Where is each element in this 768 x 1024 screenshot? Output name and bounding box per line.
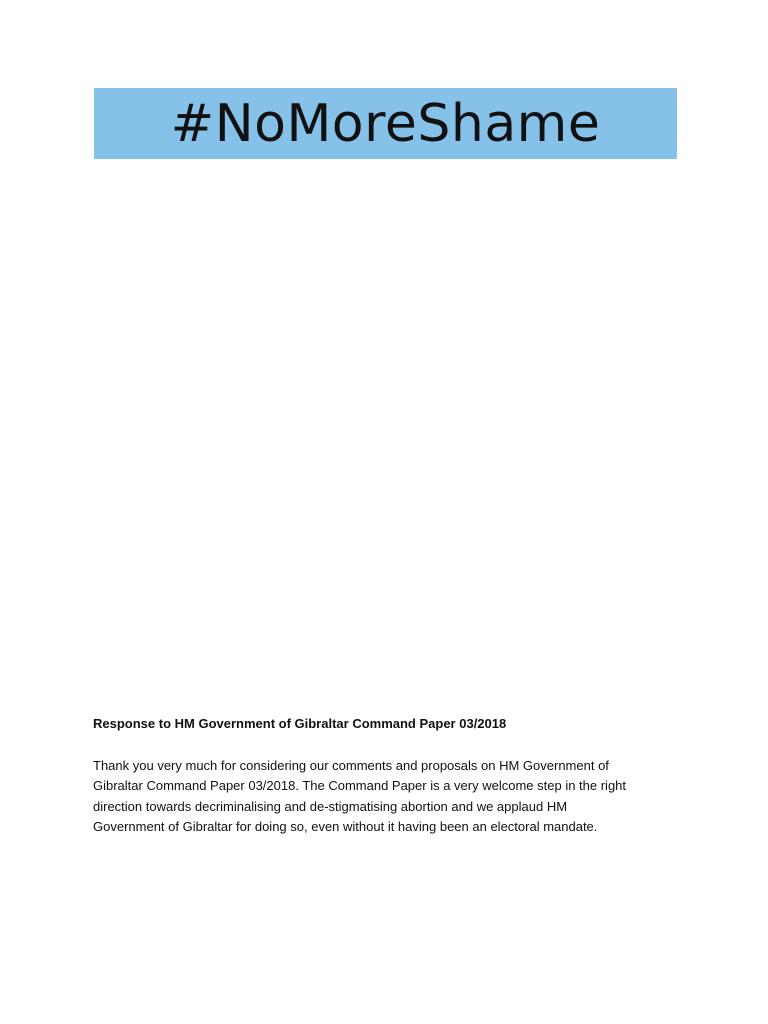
- document-paragraph: [93, 756, 693, 837]
- paragraph-line: Government of Gibraltar for doing so, even without it having been an electoral mandate.: [93, 818, 598, 834]
- document-heading: Response to HM Government of Gibraltar Command Paper 03/2018: [93, 716, 507, 731]
- paragraph-line: Thank you very much for considering our comments and proposals on HM Government of: [93, 758, 609, 773]
- paragraph-line: Gibraltar Command Paper 03/2018. The Command Paper is a very welcome step in the right: [93, 778, 627, 794]
- paragraph-line: direction towards decriminalising and de-stigmatising abortion and we applaud HM: [93, 798, 568, 814]
- banner-hashtag-text: #NoMoreShame: [170, 93, 601, 154]
- hashtag-banner: [94, 88, 677, 159]
